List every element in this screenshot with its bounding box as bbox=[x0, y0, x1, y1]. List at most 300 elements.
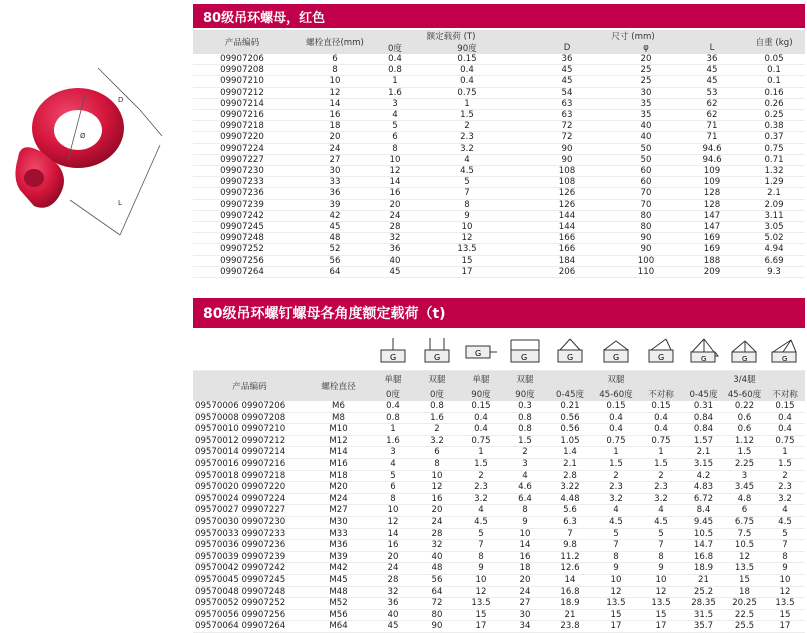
table-cell: 17 bbox=[593, 621, 639, 633]
table-cell: 17 bbox=[639, 621, 683, 633]
table-cell: 8 bbox=[765, 551, 805, 563]
table-cell: 4 bbox=[765, 505, 805, 517]
header-load: 额定载荷 (T) bbox=[379, 30, 523, 42]
table-cell: 30 bbox=[611, 87, 681, 98]
t2-header-double-c: 双腿 bbox=[593, 371, 639, 387]
table-row bbox=[193, 424, 805, 436]
table-cell: 4.5 bbox=[459, 516, 503, 528]
single-leg-90deg-icon bbox=[459, 336, 503, 371]
table-cell: 2.3 bbox=[459, 482, 503, 494]
table-row bbox=[193, 166, 805, 177]
table-row bbox=[193, 98, 805, 109]
table-cell: 6.4 bbox=[503, 493, 547, 505]
table-cell: 128 bbox=[681, 188, 743, 199]
table-cell: 09570020 09907220 bbox=[193, 482, 306, 494]
table-cell: 16 bbox=[503, 551, 547, 563]
table-cell: 15 bbox=[724, 574, 765, 586]
header-size: 尺寸 (mm) bbox=[523, 30, 743, 42]
table-cell: 20 bbox=[611, 54, 681, 65]
header-code: 产品编码 bbox=[193, 30, 291, 54]
table-cell: 108 bbox=[523, 177, 611, 188]
table-cell: 5 bbox=[639, 528, 683, 540]
table-row bbox=[193, 505, 805, 517]
table-cell: 28 bbox=[371, 574, 415, 586]
svg-text:G: G bbox=[741, 355, 747, 364]
table-cell: 23.8 bbox=[547, 621, 593, 633]
table-cell: M14 bbox=[306, 447, 371, 459]
table-cell: 09907242 bbox=[193, 210, 291, 221]
table-cell: 4.8 bbox=[724, 493, 765, 505]
table-cell: 54 bbox=[523, 87, 611, 98]
table-cell: 09907252 bbox=[193, 244, 291, 255]
table-cell: 10 bbox=[459, 574, 503, 586]
table-cell: 34 bbox=[503, 621, 547, 633]
table-cell: 5 bbox=[593, 528, 639, 540]
table-cell: 0.84 bbox=[683, 412, 724, 424]
table-cell: M56 bbox=[306, 609, 371, 621]
double-leg-asym-icon bbox=[639, 336, 683, 371]
table-cell: 24 bbox=[503, 586, 547, 598]
table-cell: 2 bbox=[411, 121, 523, 132]
table-cell: 52 bbox=[291, 244, 379, 255]
table-cell: 71 bbox=[681, 121, 743, 132]
table-cell: 4.94 bbox=[743, 244, 805, 255]
table-cell: 0.4 bbox=[459, 424, 503, 436]
table-cell: 32 bbox=[371, 586, 415, 598]
table-cell: 7 bbox=[593, 540, 639, 552]
table-cell: 09907212 bbox=[193, 87, 291, 98]
table-cell: 8 bbox=[371, 493, 415, 505]
table-cell: 09907210 bbox=[193, 76, 291, 87]
t2-header-45-60-b: 45-60度 bbox=[724, 386, 765, 401]
table-cell: 10 bbox=[593, 574, 639, 586]
table-cell: 5 bbox=[371, 470, 415, 482]
double-leg-0deg-icon bbox=[415, 336, 459, 371]
table-cell: 8 bbox=[639, 551, 683, 563]
table-cell: 2 bbox=[503, 447, 547, 459]
table-row bbox=[193, 447, 805, 459]
table-cell: 18 bbox=[503, 563, 547, 575]
table-cell: 0.4 bbox=[459, 412, 503, 424]
table-cell: 0.4 bbox=[411, 65, 523, 76]
table-cell: 1 bbox=[593, 447, 639, 459]
double-leg-0-45-icon bbox=[547, 336, 593, 371]
table-cell: 72 bbox=[523, 132, 611, 143]
table-row bbox=[193, 470, 805, 482]
table-cell: 6 bbox=[291, 54, 379, 65]
table-cell: 4.2 bbox=[683, 470, 724, 482]
table-cell: 09907218 bbox=[193, 121, 291, 132]
table-cell: 144 bbox=[523, 210, 611, 221]
table-cell: 90 bbox=[415, 621, 459, 633]
table-cell: 17 bbox=[411, 266, 523, 277]
t2-header-asym-a: 不对称 bbox=[639, 386, 683, 401]
table-cell: 4.5 bbox=[765, 516, 805, 528]
table-cell: 24 bbox=[371, 563, 415, 575]
table-cell: 0.15 bbox=[593, 401, 639, 412]
table-cell: 0.8 bbox=[503, 412, 547, 424]
table-cell: 8 bbox=[593, 551, 639, 563]
table-cell: 0.15 bbox=[459, 401, 503, 412]
table-cell: 09907208 bbox=[193, 65, 291, 76]
table-cell: 09570010 09907210 bbox=[193, 424, 306, 436]
table-cell: 16.8 bbox=[683, 551, 724, 563]
eye-nut-product-image bbox=[0, 40, 190, 260]
table-cell: 13.5 bbox=[765, 598, 805, 610]
table-cell: 35.7 bbox=[683, 621, 724, 633]
table-cell: 4.5 bbox=[593, 516, 639, 528]
table-cell: 7 bbox=[547, 528, 593, 540]
table-cell: 60 bbox=[611, 177, 681, 188]
table-cell: 12 bbox=[639, 586, 683, 598]
table-cell: 90 bbox=[523, 154, 611, 165]
table-cell: 166 bbox=[523, 244, 611, 255]
table-cell: 15 bbox=[765, 609, 805, 621]
table-cell: 3.2 bbox=[593, 493, 639, 505]
table-row bbox=[193, 177, 805, 188]
table-cell: 0.75 bbox=[411, 87, 523, 98]
table-cell: 1.6 bbox=[371, 435, 415, 447]
table-cell: 0.16 bbox=[743, 87, 805, 98]
table-cell: 14 bbox=[503, 540, 547, 552]
table-cell: 10 bbox=[371, 505, 415, 517]
svg-text:G: G bbox=[434, 353, 441, 363]
t2-header-double-b: 双腿 bbox=[503, 371, 547, 387]
table-cell: 60 bbox=[611, 166, 681, 177]
table-cell: 1.5 bbox=[765, 458, 805, 470]
table-cell: 0.8 bbox=[371, 412, 415, 424]
table-cell: 28.35 bbox=[683, 598, 724, 610]
t2-header-0-45-b: 0-45度 bbox=[683, 386, 724, 401]
table-cell: 09907224 bbox=[193, 143, 291, 154]
table-cell: 1.5 bbox=[459, 458, 503, 470]
table-cell: 17 bbox=[765, 621, 805, 633]
table-cell: 09907206 bbox=[193, 54, 291, 65]
table-cell: 9.3 bbox=[743, 266, 805, 277]
table-row bbox=[193, 435, 805, 447]
t2-header-90deg-a: 90度 bbox=[459, 386, 503, 401]
table-cell: 0.25 bbox=[743, 110, 805, 121]
table-cell: 6.75 bbox=[724, 516, 765, 528]
table-cell: 0.38 bbox=[743, 121, 805, 132]
table-cell: 12.6 bbox=[547, 563, 593, 575]
table-cell: 50 bbox=[611, 154, 681, 165]
table-cell: 0.4 bbox=[411, 76, 523, 87]
table-cell: 0.56 bbox=[547, 412, 593, 424]
table-cell: 45 bbox=[523, 76, 611, 87]
table-cell: 09570052 09907252 bbox=[193, 598, 306, 610]
header-diameter: 螺栓直径(mm) bbox=[291, 30, 379, 54]
table-cell: 12 bbox=[765, 586, 805, 598]
table-cell: 4 bbox=[503, 470, 547, 482]
table-cell: 16.8 bbox=[547, 586, 593, 598]
table-cell: M52 bbox=[306, 598, 371, 610]
table-cell: 0.4 bbox=[639, 412, 683, 424]
table-cell: 3.11 bbox=[743, 210, 805, 221]
table-row bbox=[193, 244, 805, 255]
table-cell: 09907248 bbox=[193, 233, 291, 244]
table-cell: 4.6 bbox=[503, 482, 547, 494]
table-cell: 30 bbox=[503, 609, 547, 621]
table-cell: 8 bbox=[503, 505, 547, 517]
table-cell: 108 bbox=[523, 166, 611, 177]
table-cell: 3.2 bbox=[459, 493, 503, 505]
table-cell: 2 bbox=[593, 470, 639, 482]
table-cell: 15 bbox=[639, 609, 683, 621]
table-cell: 10.5 bbox=[683, 528, 724, 540]
table-cell: 6 bbox=[415, 447, 459, 459]
table-cell: 13.5 bbox=[459, 598, 503, 610]
table-cell: 2 bbox=[459, 470, 503, 482]
svg-text:L: L bbox=[118, 199, 122, 207]
table-cell: 1 bbox=[459, 447, 503, 459]
table-cell: 128 bbox=[681, 199, 743, 210]
table-cell: 09907230 bbox=[193, 166, 291, 177]
table-cell: 3.2 bbox=[411, 143, 523, 154]
table-cell: 3 bbox=[724, 470, 765, 482]
table-cell: 12 bbox=[415, 482, 459, 494]
table-cell: 20.25 bbox=[724, 598, 765, 610]
table-cell: 13.5 bbox=[593, 598, 639, 610]
table-cell: 1.29 bbox=[743, 177, 805, 188]
table-cell: 72 bbox=[415, 598, 459, 610]
table-cell: 0.75 bbox=[639, 435, 683, 447]
table-cell: 64 bbox=[415, 586, 459, 598]
table-cell: 39 bbox=[291, 199, 379, 210]
table-cell: 36 bbox=[681, 54, 743, 65]
svg-text:G: G bbox=[700, 355, 706, 364]
table-cell: 2 bbox=[415, 424, 459, 436]
table-cell: 48 bbox=[291, 233, 379, 244]
table-row bbox=[193, 132, 805, 143]
table-row bbox=[193, 87, 805, 98]
header-D: D bbox=[523, 42, 611, 54]
load-angle-table bbox=[193, 336, 805, 633]
header-phi: φ bbox=[611, 42, 681, 54]
table-cell: 0.8 bbox=[503, 424, 547, 436]
table-cell: 10 bbox=[503, 528, 547, 540]
svg-text:G: G bbox=[390, 353, 397, 363]
table-cell: 1.32 bbox=[743, 166, 805, 177]
svg-text:G: G bbox=[658, 353, 665, 363]
table-cell: 12 bbox=[379, 166, 411, 177]
table-cell: 25.5 bbox=[724, 621, 765, 633]
table-cell: 09570036 09907236 bbox=[193, 540, 306, 552]
table-cell: 94.6 bbox=[681, 154, 743, 165]
table-cell: 15 bbox=[411, 255, 523, 266]
table-row bbox=[193, 401, 805, 412]
table-row bbox=[193, 110, 805, 121]
table-cell: M8 bbox=[306, 412, 371, 424]
table-cell: 24 bbox=[415, 516, 459, 528]
table-cell: 2.1 bbox=[683, 447, 724, 459]
table-cell: 2.8 bbox=[547, 470, 593, 482]
table-cell: 3 bbox=[503, 458, 547, 470]
table-cell: 63 bbox=[523, 98, 611, 109]
table-cell: 09907233 bbox=[193, 177, 291, 188]
t2-header-code: 产品编码 bbox=[193, 371, 306, 402]
table-cell: 72 bbox=[523, 121, 611, 132]
table-cell: 1.5 bbox=[593, 458, 639, 470]
table-cell: 30 bbox=[291, 166, 379, 177]
table-cell: 188 bbox=[681, 255, 743, 266]
spec-table-body bbox=[193, 54, 805, 278]
table-row bbox=[193, 255, 805, 266]
table-cell: 8 bbox=[379, 143, 411, 154]
table-cell: 10 bbox=[291, 76, 379, 87]
table-cell: 8.4 bbox=[683, 505, 724, 517]
table-cell: M39 bbox=[306, 551, 371, 563]
table-cell: 62 bbox=[681, 98, 743, 109]
double-leg-90deg-icon bbox=[503, 336, 547, 371]
table-row bbox=[193, 528, 805, 540]
table-cell: 28 bbox=[415, 528, 459, 540]
header-L: L bbox=[681, 42, 743, 54]
table-cell: 24 bbox=[379, 210, 411, 221]
table-cell: 25.2 bbox=[683, 586, 724, 598]
table-cell: 126 bbox=[523, 199, 611, 210]
table-cell: 0.1 bbox=[743, 76, 805, 87]
table-cell: 6.3 bbox=[547, 516, 593, 528]
table-cell: 14 bbox=[291, 98, 379, 109]
table-cell: 18.9 bbox=[683, 563, 724, 575]
table-cell: 5 bbox=[379, 121, 411, 132]
single-leg-0deg-icon bbox=[371, 336, 415, 371]
table-cell: 9 bbox=[503, 516, 547, 528]
table-cell: 9.45 bbox=[683, 516, 724, 528]
table-cell: 09570042 09907242 bbox=[193, 563, 306, 575]
table-cell: 90 bbox=[611, 233, 681, 244]
t2-header-45-60-a: 45-60度 bbox=[593, 386, 639, 401]
table-cell: 53 bbox=[681, 87, 743, 98]
t2-header-0deg-a: 0度 bbox=[371, 386, 415, 401]
table-cell: 12 bbox=[291, 87, 379, 98]
table-cell: 18 bbox=[724, 586, 765, 598]
table1-title-banner bbox=[193, 4, 805, 28]
table-row bbox=[193, 121, 805, 132]
t2-header-diameter: 螺栓直径 bbox=[306, 371, 371, 402]
table-cell: 45 bbox=[371, 621, 415, 633]
table-cell: 6.72 bbox=[683, 493, 724, 505]
table-cell: 4 bbox=[371, 458, 415, 470]
table-cell: 0.15 bbox=[765, 401, 805, 412]
table-cell: 9 bbox=[639, 563, 683, 575]
table-row bbox=[193, 54, 805, 65]
table-cell: 70 bbox=[611, 199, 681, 210]
table-cell: 0.8 bbox=[415, 401, 459, 412]
table-cell: 7 bbox=[639, 540, 683, 552]
table-cell: 1 bbox=[379, 76, 411, 87]
table-cell: M6 bbox=[306, 401, 371, 412]
table-cell: 45 bbox=[291, 222, 379, 233]
table-cell: 33 bbox=[291, 177, 379, 188]
table-cell: 24 bbox=[291, 143, 379, 154]
table-cell: 10 bbox=[415, 470, 459, 482]
load-table-body bbox=[193, 401, 805, 632]
table-cell: 9 bbox=[765, 563, 805, 575]
header-weight: 自重 (kg) bbox=[743, 30, 805, 54]
table-cell: 09570018 09907218 bbox=[193, 470, 306, 482]
table-cell: 94.6 bbox=[681, 143, 743, 154]
svg-text:G: G bbox=[521, 353, 528, 363]
table-cell: 1.5 bbox=[411, 110, 523, 121]
table-cell: M64 bbox=[306, 621, 371, 633]
table-cell: 0.3 bbox=[503, 401, 547, 412]
table-cell: 5 bbox=[459, 528, 503, 540]
t2-header-90deg-b: 90度 bbox=[503, 386, 547, 401]
table-cell: 0.75 bbox=[743, 143, 805, 154]
table-cell: 8 bbox=[415, 458, 459, 470]
table-cell: 1.5 bbox=[724, 447, 765, 459]
table-cell: 0.6 bbox=[724, 424, 765, 436]
table-cell: 56 bbox=[415, 574, 459, 586]
table-row bbox=[193, 609, 805, 621]
table-cell: 09570039 09907239 bbox=[193, 551, 306, 563]
table-cell: 09907214 bbox=[193, 98, 291, 109]
table-row bbox=[193, 65, 805, 76]
table-row bbox=[193, 412, 805, 424]
table-cell: 09907227 bbox=[193, 154, 291, 165]
table-cell: 3.45 bbox=[724, 482, 765, 494]
table-cell: 48 bbox=[415, 563, 459, 575]
table-cell: 5 bbox=[765, 528, 805, 540]
table-cell: 40 bbox=[611, 132, 681, 143]
table-cell: 16 bbox=[371, 540, 415, 552]
table-cell: 10 bbox=[411, 222, 523, 233]
table-cell: 09907236 bbox=[193, 188, 291, 199]
table-cell: 2.3 bbox=[639, 482, 683, 494]
table-cell: 12 bbox=[411, 233, 523, 244]
table-cell: 7.5 bbox=[724, 528, 765, 540]
eye-nut-spec-table bbox=[193, 30, 805, 278]
table-cell: 36 bbox=[371, 598, 415, 610]
table-cell: 4.48 bbox=[547, 493, 593, 505]
table-cell: 1 bbox=[765, 447, 805, 459]
table-cell: 20 bbox=[371, 551, 415, 563]
table-row bbox=[193, 210, 805, 221]
table-cell: 20 bbox=[503, 574, 547, 586]
table-cell: 20 bbox=[291, 132, 379, 143]
table-cell: 12 bbox=[724, 551, 765, 563]
table-cell: 1.05 bbox=[547, 435, 593, 447]
threefour-leg-asym-icon bbox=[765, 336, 805, 371]
table-cell: 09570012 09907212 bbox=[193, 435, 306, 447]
table-row bbox=[193, 266, 805, 277]
table-cell: 2.25 bbox=[724, 458, 765, 470]
table-cell: 09570064 09907264 bbox=[193, 621, 306, 633]
table-cell: M10 bbox=[306, 424, 371, 436]
table-cell: 40 bbox=[371, 609, 415, 621]
table-cell: 0.26 bbox=[743, 98, 805, 109]
table-cell: 9.8 bbox=[547, 540, 593, 552]
table-cell: 8 bbox=[291, 65, 379, 76]
table-cell: 0.4 bbox=[379, 54, 411, 65]
table-cell: 1.12 bbox=[724, 435, 765, 447]
table-cell: 09570016 09907216 bbox=[193, 458, 306, 470]
table-cell: 62 bbox=[681, 110, 743, 121]
table-cell: M27 bbox=[306, 505, 371, 517]
table-cell: 90 bbox=[611, 244, 681, 255]
table2-title-banner bbox=[193, 298, 805, 328]
table-cell: M48 bbox=[306, 586, 371, 598]
table-cell: 3.2 bbox=[639, 493, 683, 505]
table-cell: 32 bbox=[415, 540, 459, 552]
table-cell: 13.5 bbox=[724, 563, 765, 575]
table-cell: 4 bbox=[639, 505, 683, 517]
table-cell: 80 bbox=[611, 222, 681, 233]
table-cell: 09570033 09907233 bbox=[193, 528, 306, 540]
table-cell: 8 bbox=[411, 199, 523, 210]
